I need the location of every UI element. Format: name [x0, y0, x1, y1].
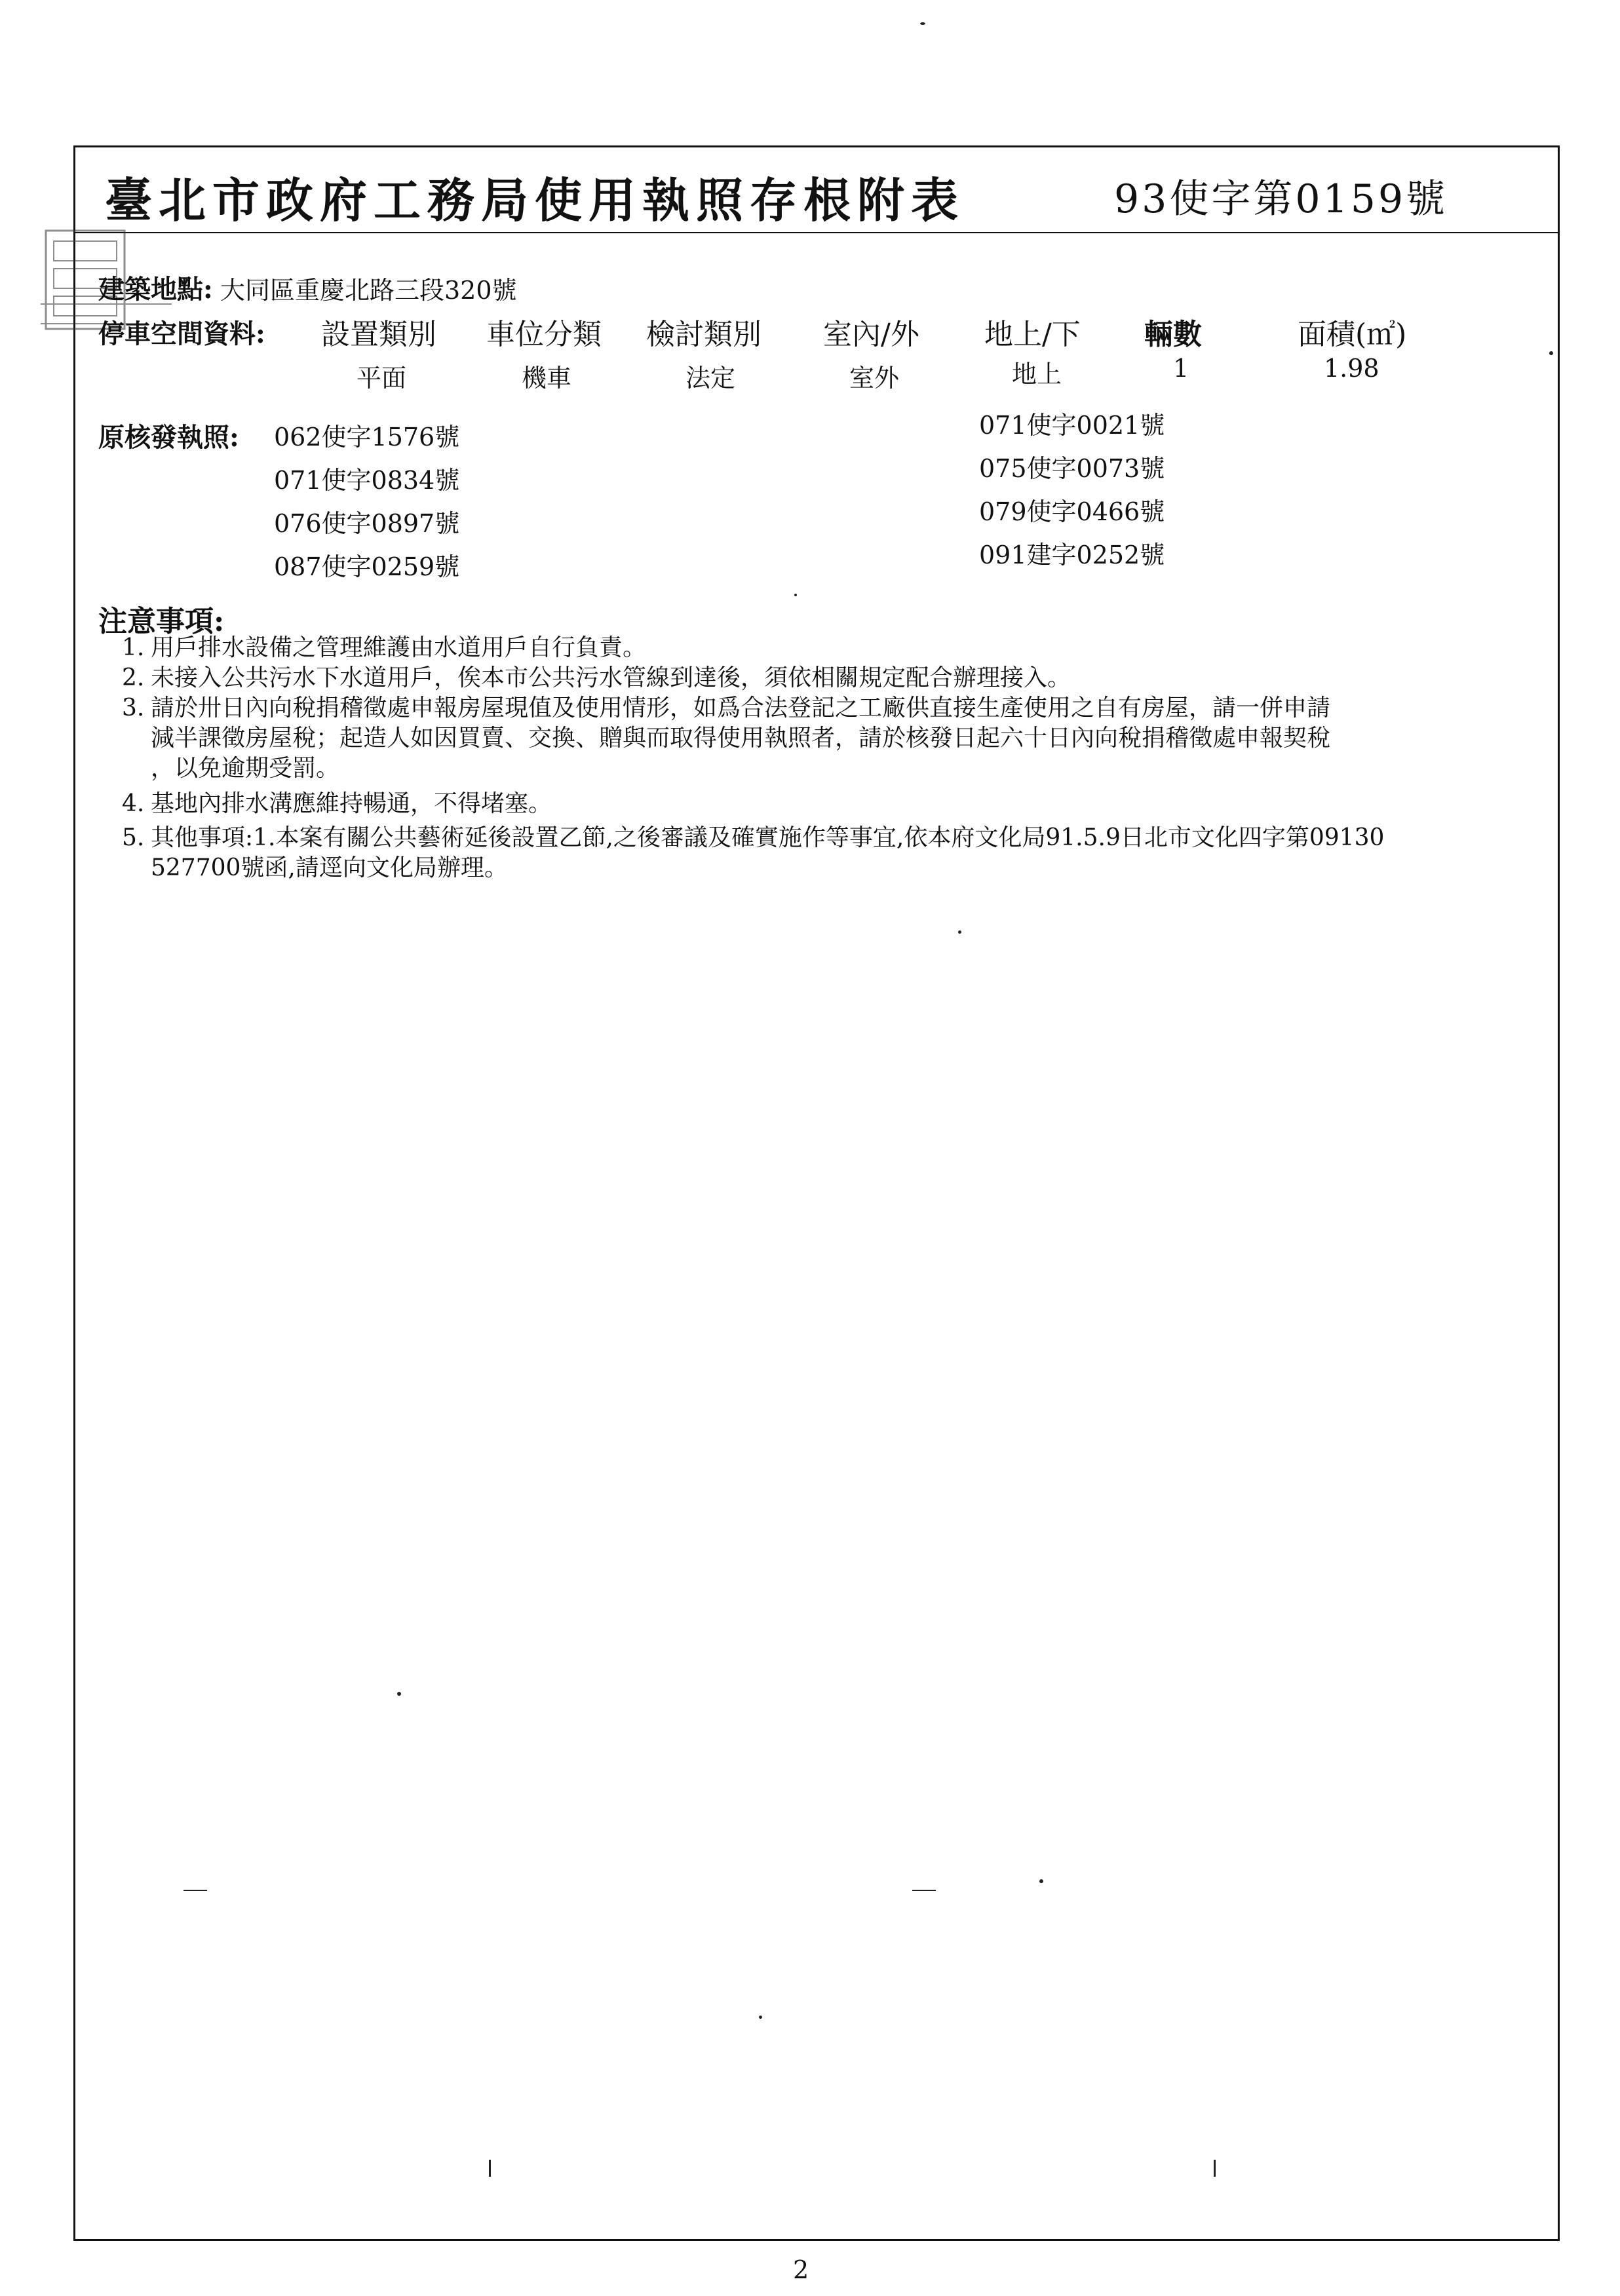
note-number: 5.: [122, 824, 145, 851]
note-continuation: 527700號函,請逕向文化局辦理。: [151, 854, 508, 881]
parking-cell-area: 1.98: [1324, 354, 1379, 383]
scan-speck: [794, 594, 797, 596]
parking-cell-type: 平面: [357, 364, 407, 392]
parking-cell-indoor-outdoor: 室外: [849, 364, 900, 392]
permit-number: 93使字第0159號: [1114, 176, 1448, 222]
parking-col-indoor-outdoor: 室內/外: [823, 318, 919, 351]
location-value: 大同區重慶北路三段320號: [220, 276, 517, 305]
parking-cell-review: 法定: [685, 364, 736, 392]
note-item: [122, 823, 1384, 853]
note-item: [122, 789, 552, 819]
original-permit-right-1: 071使字0021號: [979, 411, 1165, 440]
scan-mark: [183, 1890, 207, 1891]
title-divider: [73, 232, 1560, 233]
scan-speck: [958, 930, 961, 934]
original-permit-left-2: 071使字0834號: [274, 466, 460, 495]
original-permit-left-3: 076使字0897號: [274, 509, 460, 538]
note-item: [122, 663, 1071, 693]
original-permit-left-4: 087使字0259號: [274, 552, 460, 581]
parking-col-area: 面積(㎡): [1298, 318, 1407, 351]
note-number: 2.: [122, 664, 145, 691]
original-permits-label: 原核發執照:: [98, 422, 239, 453]
document-title: 臺北市政府工務局使用執照存根附表: [105, 172, 965, 228]
page-number: 2: [793, 2255, 809, 2284]
note-continuation: ，以免逾期受罰。: [151, 755, 340, 782]
note-number: 4.: [122, 790, 145, 817]
parking-label: 停車空間資料:: [98, 318, 265, 349]
note-item: [122, 633, 646, 663]
location-label: 建築地點:: [98, 274, 213, 305]
scan-speck: [397, 1692, 401, 1696]
note-text: 未接入公共污水下水道用戶，俟本市公共污水管線到達後，須依相關規定配合辦理接入。: [151, 664, 1071, 691]
note-item: [122, 693, 1330, 723]
original-permit-right-2: 075使字0073號: [979, 454, 1165, 483]
parking-col-category: 車位分類: [486, 318, 602, 351]
parking-cell-category: 機車: [522, 364, 572, 392]
original-permit-right-3: 079使字0466號: [979, 497, 1165, 526]
scan-mark: [1214, 2160, 1216, 2177]
scan-speck: [1549, 351, 1553, 355]
original-permit-left-1: 062使字1576號: [274, 423, 460, 451]
note-number: 3.: [122, 695, 145, 721]
note-text: 基地內排水溝應維持暢通，不得堵塞。: [151, 790, 552, 817]
scan-speck: [920, 22, 925, 25]
parking-col-review: 檢討類別: [646, 318, 762, 351]
scan-mark: [912, 1890, 936, 1891]
note-continuation: 減半課徵房屋稅；起造人如因買賣、交換、贈與而取得使用執照者，請於核發日起六十日內向稅捐稽徵處申報契稅: [151, 725, 1331, 752]
original-permit-right-4: 091建字0252號: [979, 541, 1165, 569]
parking-cell-count: 1: [1173, 354, 1189, 383]
notes-title: 注意事項:: [98, 605, 225, 638]
parking-col-type: 設置類別: [321, 318, 436, 351]
note-text: 請於卅日內向稅捐稽徵處申報房屋現值及使用情形，如爲合法登記之工廠供直接生產使用之自有房屋，請一併申請: [151, 695, 1331, 721]
parking-col-above-below: 地上/下: [984, 318, 1081, 351]
scan-speck: [1039, 1879, 1043, 1883]
scan-speck: [759, 2016, 762, 2019]
scan-mark: [489, 2160, 491, 2177]
note-number: 1.: [122, 634, 145, 661]
note-text: 用戶排水設備之管理維護由水道用戶自行負責。: [151, 634, 647, 661]
parking-col-count: 輛數: [1144, 318, 1202, 351]
note-text: 其他事項:1.本案有關公共藝術延後設置乙節,之後審議及確實施作等事宜,依本府文化局91.5.9日北市文化四字第09130: [151, 824, 1385, 851]
parking-cell-above-below: 地上: [1012, 360, 1062, 389]
